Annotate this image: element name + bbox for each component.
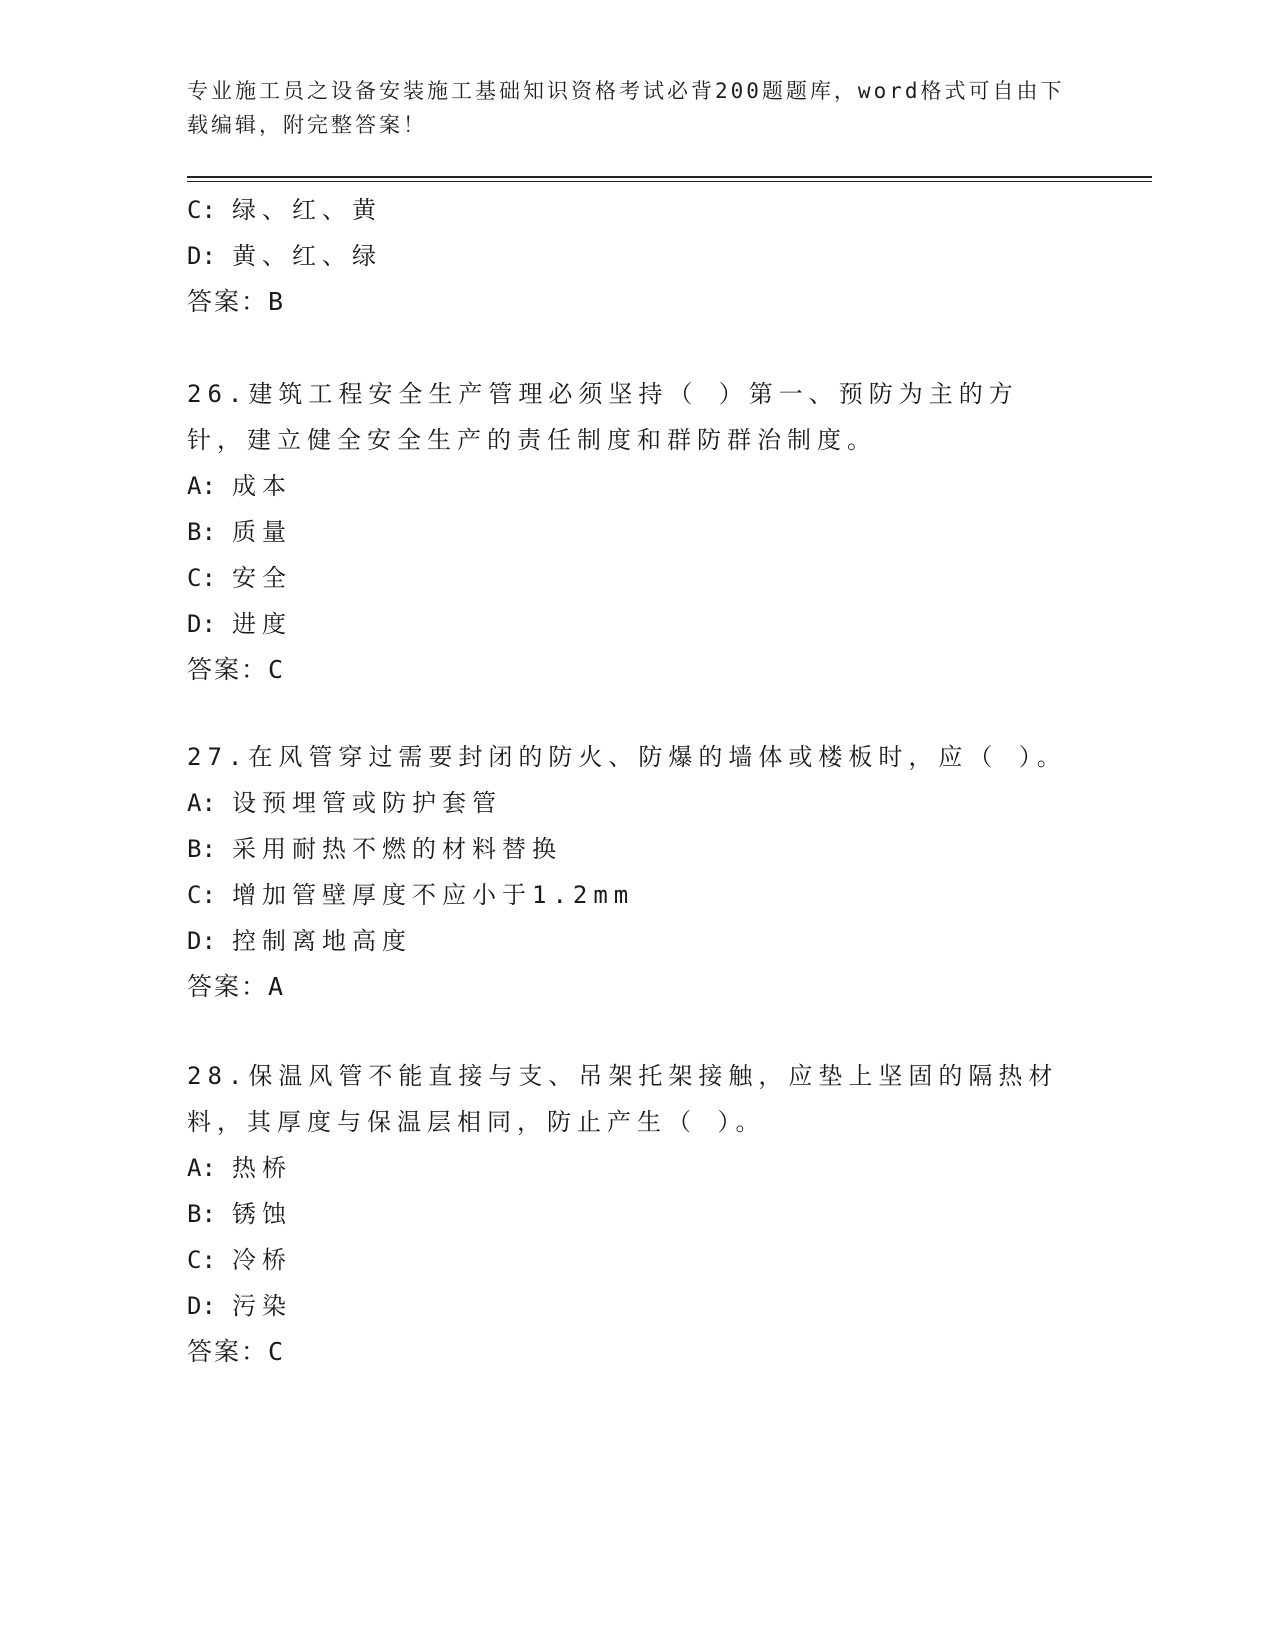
answer-label: 答案： (187, 287, 269, 316)
header-divider (187, 176, 1152, 178)
option-letter: A: (187, 1154, 216, 1182)
option-b (187, 826, 1087, 872)
answer-label: 答案： (187, 972, 269, 1001)
option-text: 安全 (232, 564, 292, 592)
option-letter: C: (187, 1246, 216, 1274)
option-d (187, 918, 1087, 964)
option-text: 增加管壁厚度不应小于1.2mm (232, 881, 635, 909)
answer-line (187, 647, 1087, 693)
answer-label: 答案： (187, 1337, 269, 1366)
option-letter: C: (187, 881, 216, 909)
question-text: 28.保温风管不能直接与支、吊架托架接触，应垫上坚固的隔热材料，其厚度与保温层相同，防止产生（ ）。 (187, 1062, 1059, 1136)
option-text: 污染 (232, 1292, 292, 1320)
option-text: 黄、红、绿 (232, 242, 382, 270)
option-letter: D: (187, 927, 216, 955)
header-divider-thin (187, 181, 1152, 182)
answer-line (187, 964, 1087, 1010)
answer-label: 答案： (187, 655, 269, 684)
option-text: 冷桥 (232, 1246, 292, 1274)
question-27 (187, 734, 1087, 1010)
option-letter: A: (187, 789, 216, 817)
option-d (187, 1283, 1087, 1329)
option-text: 进度 (232, 610, 292, 638)
option-text: 锈蚀 (232, 1200, 292, 1228)
option-a (187, 1145, 1087, 1191)
option-c (187, 187, 1087, 233)
option-b (187, 1191, 1087, 1237)
option-letter: B: (187, 518, 216, 546)
option-text: 质量 (232, 518, 292, 546)
answer-value: C (268, 1337, 284, 1366)
option-d (187, 233, 1087, 279)
option-letter: C: (187, 196, 216, 224)
option-a (187, 780, 1087, 826)
option-text: 绿、红、黄 (232, 196, 382, 224)
option-text: 控制离地高度 (232, 927, 412, 955)
answer-line (187, 279, 1087, 325)
option-letter: B: (187, 835, 216, 863)
option-letter: D: (187, 610, 216, 638)
question-text: 27.在风管穿过需要封闭的防火、防爆的墙体或楼板时，应（ ）。 (187, 743, 1067, 771)
option-letter: B: (187, 1200, 216, 1228)
option-letter: D: (187, 242, 216, 270)
option-c (187, 1237, 1087, 1283)
document-header: 专业施工员之设备安装施工基础知识资格考试必背200题题库，word格式可自由下载编辑，附完整答案！ (187, 79, 1065, 137)
option-text: 设预埋管或防护套管 (232, 789, 502, 817)
question-text: 26.建筑工程安全生产管理必须坚持（ ）第一、预防为主的方针，建立健全安全生产的责任制度和群防群治制度。 (187, 380, 1019, 454)
option-b (187, 509, 1087, 555)
option-d (187, 601, 1087, 647)
question-26 (187, 371, 1087, 693)
answer-line (187, 1329, 1087, 1375)
question-28 (187, 1053, 1087, 1375)
option-c (187, 555, 1087, 601)
continued-question (187, 187, 1087, 325)
option-text: 采用耐热不燃的材料替换 (232, 835, 562, 863)
option-c (187, 872, 1087, 918)
option-letter: D: (187, 1292, 216, 1320)
option-a (187, 463, 1087, 509)
document-page (187, 0, 1152, 1650)
answer-value: B (268, 287, 284, 316)
answer-value: C (268, 655, 284, 684)
option-text: 热桥 (232, 1154, 292, 1182)
option-letter: A: (187, 472, 216, 500)
option-text: 成本 (232, 472, 292, 500)
option-letter: C: (187, 564, 216, 592)
answer-value: A (268, 972, 284, 1001)
